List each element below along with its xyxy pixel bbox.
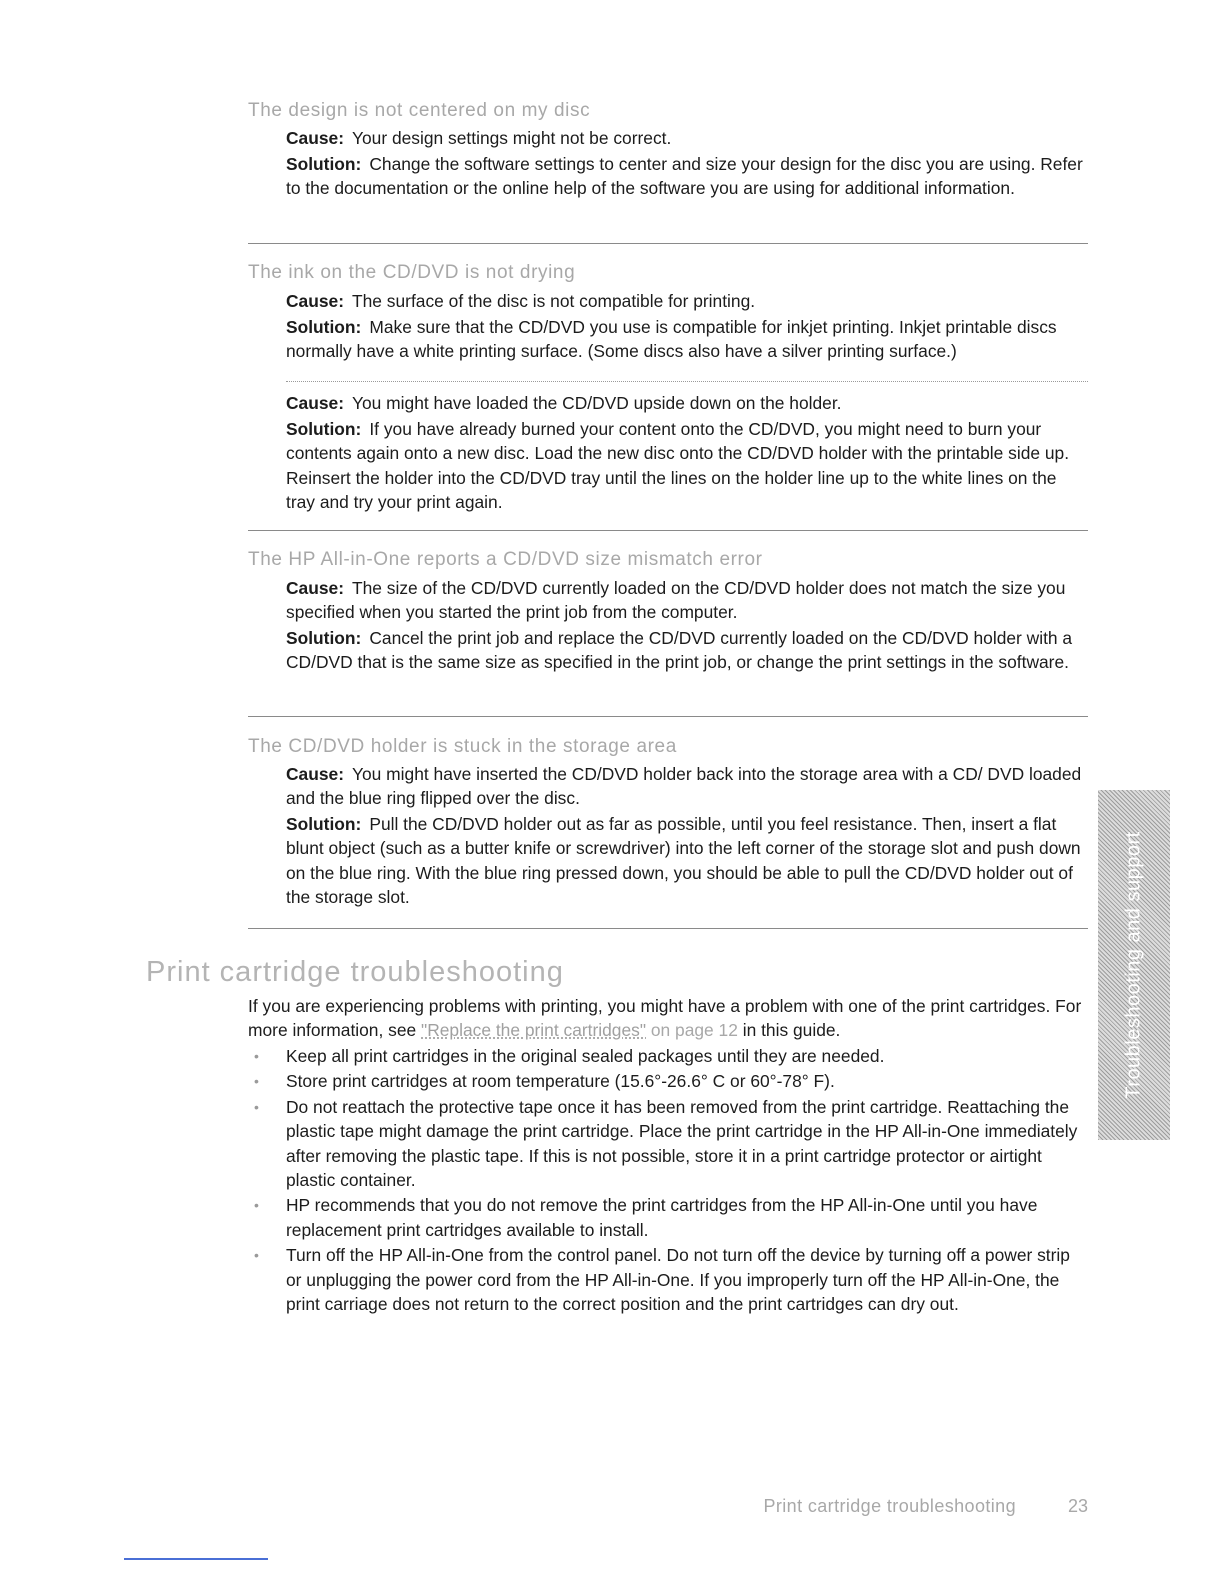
cause-label: Cause: [286, 578, 344, 598]
section-divider [248, 530, 1088, 531]
solution-paragraph [286, 315, 1088, 364]
footer-section-title: Print cartridge troubleshooting [763, 1496, 1016, 1516]
chapter-side-tab [1098, 790, 1170, 1140]
solution-paragraph [286, 417, 1088, 515]
chapter-side-tab-label: Troubleshooting and support [1122, 831, 1145, 1099]
cause-label: Cause: [286, 291, 344, 311]
solution-paragraph [286, 812, 1088, 910]
cause-paragraph [286, 391, 1088, 415]
cause-label: Cause: [286, 393, 344, 413]
list-item-text: Do not reattach the protective tape once it has been removed from the print cartridge. Reattaching the plastic tape might damage the print cartridge. Place the print cartridge in the HP All-in-One immediately after removing the plastic tape. If this is not possible, store it in a print cartridge protector or airtight plastic container. [286, 1096, 1078, 1191]
list-item-text: Store print cartridges at room temperature (15.6°-26.6° C or 60°-78° F). [286, 1071, 835, 1092]
cause-text: The size of the CD/DVD currently loaded on the CD/DVD holder does not match the size you specified when you started the print job from the computer. [286, 578, 1066, 623]
cause-paragraph [286, 126, 1088, 150]
item-divider [286, 381, 1088, 382]
cause-text: The surface of the disc is not compatible for printing. [352, 291, 756, 311]
solution-label: Solution: [286, 628, 362, 648]
replace-cartridges-link[interactable]: "Replace the print cartridges" [421, 1020, 647, 1041]
solution-text: Pull the CD/DVD holder out as far as possible, until you feel resistance. Then, insert a flat blunt object (such as a butter knife or screwdriver) into the left corner of the storage slot and push down on the blue ring. With the blue ring pressed down, you should be able to pull the CD/DVD holder out of the storage slot. [286, 814, 1081, 908]
print-cartridge-title: Print cartridge troubleshooting [146, 956, 564, 988]
solution-text: Cancel the print job and replace the CD/DVD currently loaded on the CD/DVD holder with a CD/DVD that is the same size as specified in the print job, or change the print settings in the software. [286, 628, 1073, 673]
section-heading-design-not-centered: The design is not centered on my disc [248, 100, 591, 121]
solution-text: Make sure that the CD/DVD you use is compatible for inkjet printing. Inkjet printable discs normally have a white printing surface. (Some discs also have a silver printing surface.) [286, 317, 1057, 362]
page-reference: on page 12 [646, 1020, 738, 1041]
list-item-text: Keep all print cartridges in the original sealed packages until they are needed. [286, 1046, 885, 1066]
list-item-text: HP recommends that you do not remove the print cartridges from the HP All-in-One until you have replacement print cartridges available to install. [286, 1195, 1038, 1240]
solution-label: Solution: [286, 317, 362, 337]
solution-label: Solution: [286, 154, 362, 174]
bullet-icon: • [254, 1048, 259, 1064]
cause-text: You might have loaded the CD/DVD upside down on the holder. [352, 393, 842, 413]
section-heading-ink-not-drying: The ink on the CD/DVD is not drying [248, 262, 576, 283]
cause-paragraph [286, 576, 1088, 625]
cause-label: Cause: [286, 764, 344, 784]
solution-label: Solution: [286, 419, 362, 439]
intro-text-end: in this guide. [737, 1020, 841, 1041]
cause-label: Cause: [286, 128, 344, 148]
bottom-edge-line [124, 1558, 268, 1560]
cause-paragraph [286, 289, 1088, 313]
section-divider [248, 716, 1088, 717]
bullet-icon: • [254, 1073, 259, 1090]
page-number: 23 [1067, 1496, 1088, 1516]
print-cartridge-intro [248, 994, 1088, 1043]
list-item [254, 1243, 1088, 1316]
list-item [254, 1095, 1088, 1193]
section-divider [248, 243, 1088, 244]
list-item [254, 1044, 1088, 1068]
section-divider [248, 928, 1088, 929]
cause-text: Your design settings might not be correct. [352, 128, 672, 148]
solution-text: If you have already burned your content onto the CD/DVD, you might need to burn your contents again onto a new disc. Load the new disc onto the CD/DVD holder with the printable side up. Reinsert the holder into the CD/DVD tray until the lines on the holder line up to the white lines on the tray and try your print again. [286, 419, 1070, 513]
bullet-icon: • [254, 1197, 259, 1214]
cause-paragraph [286, 762, 1088, 811]
solution-paragraph [286, 626, 1088, 675]
list-item [254, 1069, 1088, 1093]
section-heading-size-mismatch: The HP All-in-One reports a CD/DVD size mismatch error [248, 549, 763, 570]
list-item-text: Turn off the HP All-in-One from the control panel. Do not turn off the device by turning off a power strip or unplugging the power cord from the HP All-in-One. If you improperly turn off the HP All-in-One, the print carriage does not return to the correct position and the print cartridges can dry out. [286, 1245, 1070, 1315]
section-heading-holder-stuck: The CD/DVD holder is stuck in the storage area [248, 736, 677, 757]
bullet-icon: • [254, 1098, 259, 1115]
solution-label: Solution: [286, 814, 362, 834]
cause-text: You might have inserted the CD/DVD holder back into the storage area with a CD/ DVD loaded and the blue ring flipped over the disc. [286, 764, 1082, 809]
solution-paragraph [286, 152, 1088, 201]
list-item [254, 1193, 1088, 1242]
cartridge-tips-list [254, 1044, 1088, 1317]
intro-text: If you are experiencing problems with printing, you might have a problem with one of the print cartridges. For more information, see [248, 996, 1082, 1041]
bullet-icon: • [254, 1247, 259, 1264]
solution-text: Change the software settings to center and size your design for the disc you are using. Refer to the documentation or the online help of the software you are using for additional information. [286, 154, 1083, 199]
